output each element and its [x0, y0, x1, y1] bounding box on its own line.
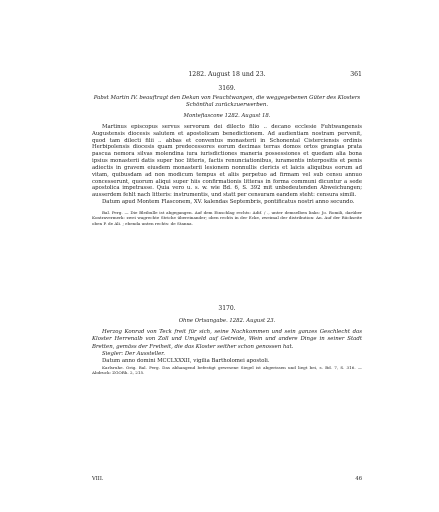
- charter-3169: [92, 85, 362, 226]
- charter-witness: Siegler: Der Aussteller.: [102, 351, 165, 358]
- volume-marker: VIII.: [92, 476, 104, 482]
- page-number: 361: [350, 71, 362, 78]
- header-date: 1282. August 18 und 23.: [188, 71, 266, 78]
- charter-number: 3170.: [218, 305, 236, 312]
- charter-note: Karlsruhe. Orig. Bal. Perg. Das abhangend befestigt gewesene Siegel ist abgerissen und liegt bei, s. Bd. 7, S. 316. — Abdruck: ZGORh. 2, 215.: [92, 364, 362, 376]
- charter-3170: [92, 305, 362, 376]
- charter-note: Bal. Perg. — Die Bleibulle ist abgegangen. Auf dem Einschlag rechts: Adif. / ., unter demselben links: Jo. Romili, darüber Kontravermerk: zwei wagrechte Striche übereinander; oben rechts in der Ecke, zweimal der distribution: An. Auf der Rückseite oben P. de Ali. ; ebenda unten rechts: de Stanna.: [92, 209, 362, 226]
- charter-place-date: Ohne Ortsangabe. 1282. August 23.: [178, 318, 276, 324]
- charter-closing: Datum apud Montem Flasconem, XV. kalendas Septembris, pontificatus nostri anno secundo.: [102, 199, 355, 206]
- charter-text: Martinus episcopus servus servorum dei dilecto filio .. decano ecclesie Fuhtwangensis Augustensis diocesis salutem et apostolicam benedictionem. Ad audientiam nostram pervenit, quod tam dilecti filii .. abbas et conventus monasterii in Schonental Cisterciensis ordinis Herbipolensis diocesis quam predecessores eorum decimas terras domos ortos grangias prata pascua nemora silvas molendina iura iurisdictiones maneria possessiones et quedam alia bona ipsius monasterii datis super hoc litteris, factis renunciationibus, iuramentis interpositis et penis adiectis in gravem eiusdem monasterii lesionem nonnullis clericis et laicis aliquibus eorum ad vitam, quibusdam ad non modicum tempus et aliis perpetuo ad firmam vel sub censu annuo concesserunt, quorum aliqui super hiis confirmationis litteras in forma communi dicuntur a sede apostolica impetrasse. Quia vero u. s. w. wie Bd. 6, S. 392 mit unbedeutenden Abweichungen; ausserdem fehlt nach litteris: instrumentis, und statt per censuram eandem steht: censura simili.: [92, 123, 362, 199]
- charter-closing: Datum anno domini MCCLXXXII, vigilia Bartholomei apostoli.: [102, 358, 270, 365]
- charter-regest: Pabst Martin IV. beauftragt den Dekan von Feuchtwangen, die weggegebenen Güter des Klosters Schönthal zurückzuerwerben.: [93, 95, 361, 109]
- charter-place-date: Montefiascone 1282. August 18.: [183, 112, 271, 119]
- charter-number: 3169.: [218, 85, 236, 92]
- sheet-signature: 46: [355, 476, 362, 482]
- charter-regest: Herzog Konrad von Teck freit für sich, seine Nachkommen und sein ganzes Geschlecht das Kloster Herrenalb von Zoll und Umgeld auf Getreide, Wein und andere Dinge in seiner Stadt Bretten, gemäss der Freiheit, die das Kloster seither schon genossen hat.: [92, 329, 362, 350]
- page-footer: [92, 476, 362, 482]
